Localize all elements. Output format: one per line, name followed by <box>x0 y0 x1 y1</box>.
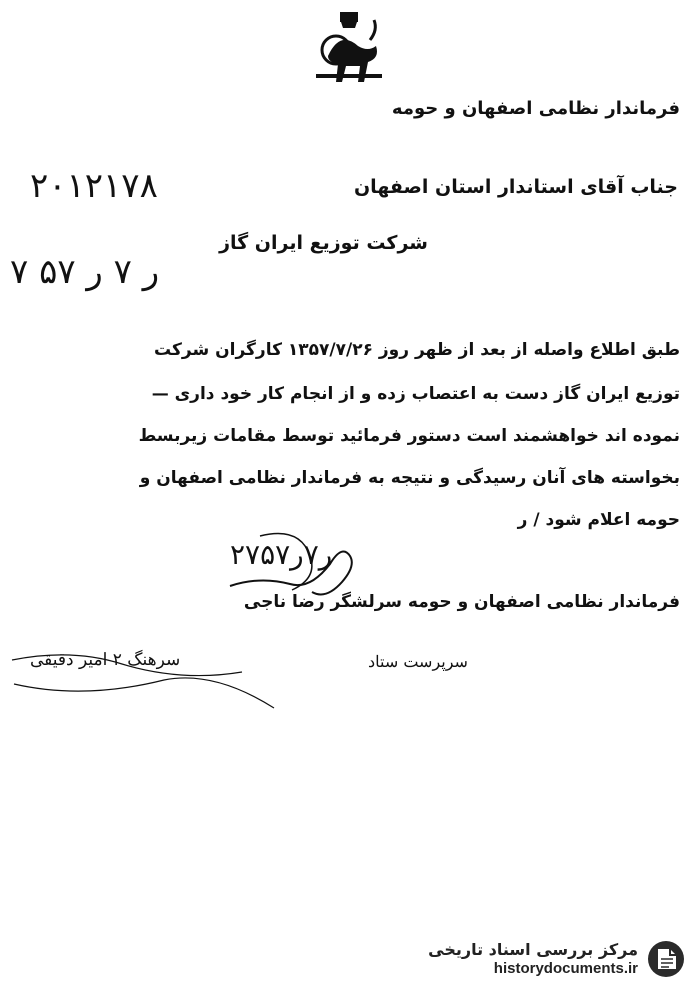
body-line-2: توزیع ایران گاز دست به اعتصاب زده و از انجام کار خود داری — <box>151 384 680 404</box>
signature-line: فرماندار نظامی اصفهان و حومه سرلشگر رضا ناجی <box>243 592 680 612</box>
lion-and-sun-emblem <box>308 10 390 92</box>
body-line-1: طبق اطلاع واصله از بعد از ظهر روز ۱۳۵۷/۷/۲۶ کارگران شرکت <box>154 340 680 360</box>
watermark-url[interactable]: historydocuments.ir <box>493 959 638 977</box>
body-line-3: نموده اند خواهشمند است دستور فرمائید توسط مقامات زیربسط <box>138 426 680 446</box>
document-header: فرماندار نظامی اصفهان و حومه <box>391 98 680 119</box>
body-line-4: بخواسته های آنان رسیدگی و نتیجه به فرماندار نظامی اصفهان و <box>139 468 680 488</box>
supervisor-label: سرپرست ستاد <box>368 652 468 671</box>
watermark-text <box>428 941 638 977</box>
addressee-line-1: جناب آقای استاندار استان اصفهان <box>353 176 678 198</box>
archive-logo-icon <box>646 939 686 979</box>
addressee-line-2: شرکت توزیع ایران گاز <box>219 232 428 254</box>
watermark-footer <box>428 939 686 979</box>
body-line-5: حومه اعلام شود / ر <box>517 510 680 530</box>
handwritten-date: ۲۷ر۷ر۵۷ <box>230 538 333 571</box>
colonel-signature: سرهنگ ۲ امیر دقیقی <box>30 650 181 670</box>
handwritten-number-1: ۲۰۱۲۱۷۸ <box>30 166 158 206</box>
watermark-title: مرکز بررسی اسناد تاریخی <box>428 940 638 960</box>
handwritten-number-2: ۷ ر ۷ ر ۵۷ <box>10 252 160 292</box>
